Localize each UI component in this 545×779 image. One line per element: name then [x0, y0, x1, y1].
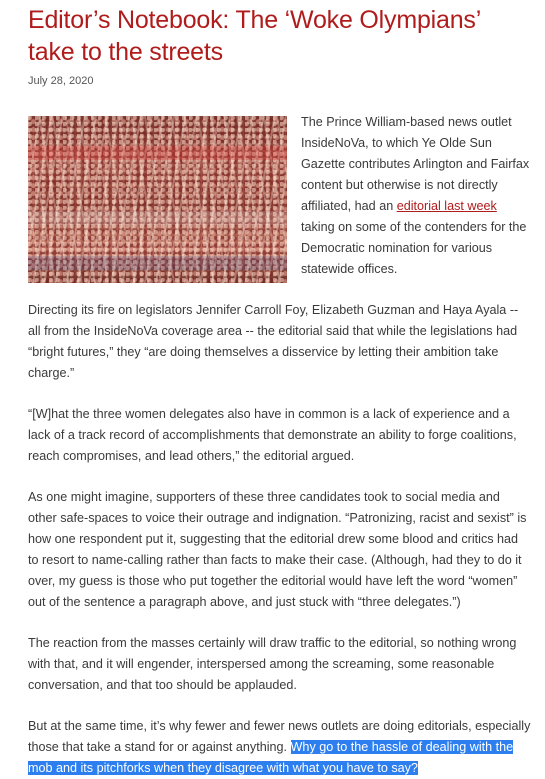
editorial-link[interactable]: editorial last week: [396, 199, 497, 213]
paragraph-3: “[W]hat the three women delegates also have in common is a lack of experience and a lack of a track record of accomplishments that demonstrate an ability to forge coalitions, reach compromises, and lead others,” the editorial argued.: [28, 407, 517, 463]
highlighted-selection[interactable]: Why go to the hassle of dealing with the mob and its pitchforks when they disagree with what you have to say?: [28, 740, 514, 775]
publish-date: July 28, 2020: [28, 75, 94, 87]
paragraph-6: But at the same time, it’s why fewer and fewer news outlets are doing editorials, especially those that take a stand for or against anything. Why go to the hassle of dealing with the mob and its pitchforks when they disagree with what you have to say?: [28, 719, 531, 775]
paragraph-1: The Prince William-based news outlet InsideNoVa, to which Ye Olde Sun Gazette contributes Arlington and Fairfax content but otherwise is not directly affiliated, had an editorial last week taking on some of the contenders for the Democratic nomination for various statewide offices.: [301, 115, 530, 276]
article-body: [28, 112, 531, 779]
paragraph-4: As one might imagine, supporters of these three candidates took to social media and other safe-spaces to voice their outrage and indignation. “Patronizing, racist and sexist” is how one respondent put it, suggesting that the editorial drew some blood and critics had to resort to name-calling rather than facts to make their case. (Although, had they to do it over, my guess is those who put together the editorial would have left the word “women” out of the sentence a paragraph above, and just stuck with “three delegates.”): [28, 490, 527, 609]
paragraph-5: The reaction from the masses certainly will draw traffic to the editorial, so nothing wrong with that, and it will engender, interspersed among the screaming, some reasonable conversation, and that too should be applauded.: [28, 636, 517, 692]
article-title: Editor’s Notebook: The ‘Woke Olympians’ take to the streets: [28, 6, 481, 66]
paragraph-2: Directing its fire on legislators Jennifer Carroll Foy, Elizabeth Guzman and Haya Ayala -- all from the InsideNoVa coverage area -- the editorial said that while the legislations had “bright futures,” they “are doing themselves a disservice by letting their ambition take charge.”: [28, 303, 519, 380]
crowd-photo: [28, 116, 287, 283]
